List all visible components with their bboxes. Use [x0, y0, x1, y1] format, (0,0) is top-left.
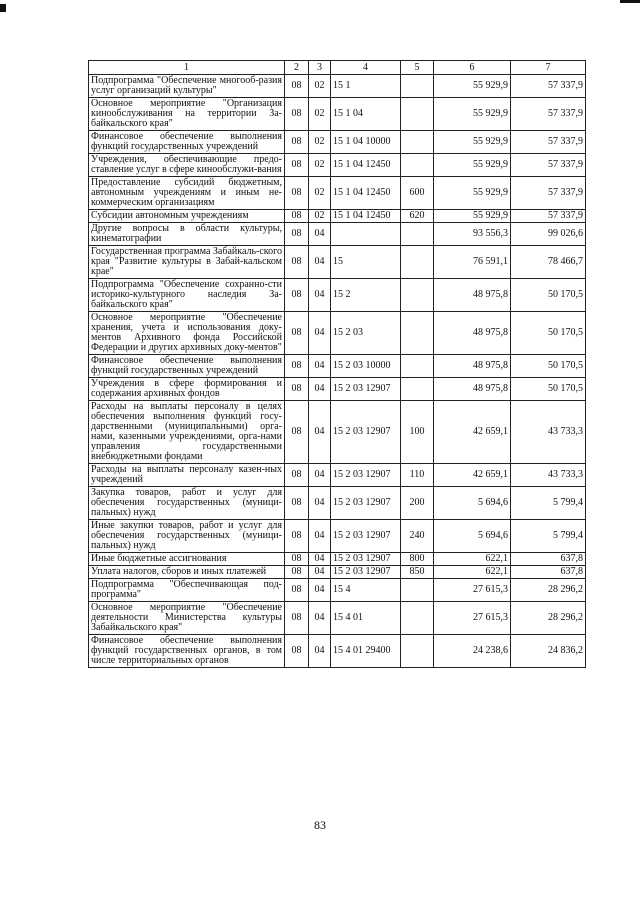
expense-name-cell: Основное мероприятие "Обеспечение хранения, учета и использования доку-ментов Архивного фонда Российской Федерации и других архивных доку-ментов": [89, 312, 285, 355]
amount-year2-cell: 5 799,4: [511, 520, 586, 553]
table-row: [89, 75, 586, 98]
section-code-cell: 08: [285, 246, 309, 279]
expense-type-cell: 600: [401, 177, 434, 210]
expense-name-cell: Субсидии автономным учреждениям: [89, 210, 285, 223]
amount-year1-cell: 42 659,1: [434, 464, 511, 487]
expense-type-cell: 850: [401, 566, 434, 579]
amount-year2-cell: 50 170,5: [511, 312, 586, 355]
table-row: [89, 553, 586, 566]
expense-type-cell: [401, 98, 434, 131]
target-article-cell: 15 2 03 12907: [331, 566, 401, 579]
subsection-code-cell: 04: [309, 355, 331, 378]
subsection-code-cell: 04: [309, 223, 331, 246]
header-cell: 7: [511, 61, 586, 75]
expense-name-cell: Расходы на выплаты персоналу казен-ных учреждений: [89, 464, 285, 487]
table-row: [89, 279, 586, 312]
table-row: [89, 566, 586, 579]
expense-name-cell: Закупка товаров, работ и услуг для обеспечения государственных (муници-пальных) нужд: [89, 487, 285, 520]
amount-year1-cell: 48 975,8: [434, 312, 511, 355]
table-row: [89, 210, 586, 223]
section-code-cell: 08: [285, 602, 309, 635]
amount-year1-cell: 622,1: [434, 566, 511, 579]
expense-type-cell: [401, 355, 434, 378]
amount-year1-cell: 76 591,1: [434, 246, 511, 279]
subsection-code-cell: 04: [309, 401, 331, 464]
expense-type-cell: 100: [401, 401, 434, 464]
expense-name-cell: Подпрограмма "Обеспечивающая под-программа": [89, 579, 285, 602]
target-article-cell: 15 1 04 12450: [331, 177, 401, 210]
header-cell: 6: [434, 61, 511, 75]
expense-name-cell: Финансовое обеспечение выполнения функций государственных учреждений: [89, 355, 285, 378]
amount-year2-cell: 637,8: [511, 566, 586, 579]
table-row: [89, 131, 586, 154]
subsection-code-cell: 04: [309, 246, 331, 279]
expense-type-cell: [401, 312, 434, 355]
subsection-code-cell: 04: [309, 602, 331, 635]
expense-type-cell: 240: [401, 520, 434, 553]
subsection-code-cell: 02: [309, 210, 331, 223]
subsection-code-cell: 04: [309, 312, 331, 355]
section-code-cell: 08: [285, 520, 309, 553]
target-article-cell: 15 2 03 12907: [331, 553, 401, 566]
amount-year2-cell: 57 337,9: [511, 131, 586, 154]
amount-year1-cell: 55 929,9: [434, 177, 511, 210]
target-article-cell: 15 2 03: [331, 312, 401, 355]
expense-name-cell: Основное мероприятие "Организация кинообслуживания на территории За-байкальского края": [89, 98, 285, 131]
expense-name-cell: Учреждения, обеспечивающие предо-ставление услуг в сфере кинообслужи-вания: [89, 154, 285, 177]
amount-year2-cell: 24 836,2: [511, 635, 586, 668]
page-number: 83: [314, 818, 326, 832]
expense-name-cell: Другие вопросы в области культуры, кинематографии: [89, 223, 285, 246]
section-code-cell: 08: [285, 177, 309, 210]
amount-year1-cell: 55 929,9: [434, 131, 511, 154]
subsection-code-cell: 02: [309, 98, 331, 131]
table-row: [89, 312, 586, 355]
amount-year2-cell: 50 170,5: [511, 279, 586, 312]
expense-name-cell: Подпрограмма "Обеспечение многооб-разия услуг организаций культуры": [89, 75, 285, 98]
amount-year2-cell: 50 170,5: [511, 378, 586, 401]
subsection-code-cell: 04: [309, 464, 331, 487]
expense-name-cell: Расходы на выплаты персоналу в целях обеспечения выполнения функций госу-дарственными (муниципальными) орга-нами, казенными учреждениями, орга-нами управления государственными внебюджетными фондами: [89, 401, 285, 464]
section-code-cell: 08: [285, 579, 309, 602]
target-article-cell: 15 2 03 12907: [331, 487, 401, 520]
subsection-code-cell: 04: [309, 566, 331, 579]
amount-year1-cell: 27 615,3: [434, 602, 511, 635]
subsection-code-cell: 04: [309, 279, 331, 312]
expense-type-cell: [401, 602, 434, 635]
section-code-cell: 08: [285, 566, 309, 579]
header-cell: 5: [401, 61, 434, 75]
amount-year2-cell: 99 026,6: [511, 223, 586, 246]
table-row: [89, 177, 586, 210]
expense-type-cell: [401, 378, 434, 401]
expense-name-cell: Уплата налогов, сборов и иных платежей: [89, 566, 285, 579]
budget-table: [88, 60, 586, 668]
section-code-cell: 08: [285, 464, 309, 487]
target-article-cell: 15 1 04: [331, 98, 401, 131]
subsection-code-cell: 04: [309, 487, 331, 520]
subsection-code-cell: 04: [309, 553, 331, 566]
expense-type-cell: [401, 223, 434, 246]
table-row: [89, 635, 586, 668]
expense-type-cell: 800: [401, 553, 434, 566]
amount-year2-cell: 78 466,7: [511, 246, 586, 279]
expense-name-cell: Финансовое обеспечение выполнения функций государственных учреждений: [89, 131, 285, 154]
subsection-code-cell: 04: [309, 635, 331, 668]
table-row: [89, 355, 586, 378]
table-row: [89, 579, 586, 602]
expense-name-cell: Иные бюджетные ассигнования: [89, 553, 285, 566]
subsection-code-cell: 02: [309, 131, 331, 154]
table-row: [89, 401, 586, 464]
section-code-cell: 08: [285, 75, 309, 98]
table-body: [89, 75, 586, 668]
section-code-cell: 08: [285, 154, 309, 177]
section-code-cell: 08: [285, 223, 309, 246]
expense-name-cell: Основное мероприятие "Обеспечение деятельности Министерства культуры Забайкальского края": [89, 602, 285, 635]
expense-type-cell: [401, 579, 434, 602]
section-code-cell: 08: [285, 401, 309, 464]
table-header-row: [89, 61, 586, 75]
subsection-code-cell: 02: [309, 177, 331, 210]
target-article-cell: 15 1 04 10000: [331, 131, 401, 154]
section-code-cell: 08: [285, 355, 309, 378]
expense-type-cell: [401, 635, 434, 668]
section-code-cell: 08: [285, 553, 309, 566]
amount-year2-cell: 43 733,3: [511, 464, 586, 487]
section-code-cell: 08: [285, 279, 309, 312]
amount-year2-cell: 57 337,9: [511, 154, 586, 177]
expense-type-cell: [401, 246, 434, 279]
subsection-code-cell: 02: [309, 75, 331, 98]
target-article-cell: 15 2 03 12907: [331, 520, 401, 553]
amount-year2-cell: 57 337,9: [511, 98, 586, 131]
table-row: [89, 487, 586, 520]
target-article-cell: [331, 223, 401, 246]
amount-year2-cell: 637,8: [511, 553, 586, 566]
expense-type-cell: 620: [401, 210, 434, 223]
amount-year2-cell: 57 337,9: [511, 177, 586, 210]
target-article-cell: 15 1 04 12450: [331, 154, 401, 177]
amount-year1-cell: 622,1: [434, 553, 511, 566]
amount-year2-cell: 5 799,4: [511, 487, 586, 520]
target-article-cell: 15 1: [331, 75, 401, 98]
amount-year1-cell: 48 975,8: [434, 355, 511, 378]
amount-year1-cell: 93 556,3: [434, 223, 511, 246]
amount-year2-cell: 50 170,5: [511, 355, 586, 378]
section-code-cell: 08: [285, 131, 309, 154]
header-cell: 4: [331, 61, 401, 75]
amount-year1-cell: 55 929,9: [434, 75, 511, 98]
scan-edge-line: [620, 0, 640, 3]
subsection-code-cell: 02: [309, 154, 331, 177]
expense-type-cell: [401, 75, 434, 98]
subsection-code-cell: 04: [309, 579, 331, 602]
table-row: [89, 520, 586, 553]
amount-year1-cell: 48 975,8: [434, 378, 511, 401]
expense-name-cell: Иные закупки товаров, работ и услуг для обеспечения государственных (муници-пальных) нужд: [89, 520, 285, 553]
amount-year2-cell: 57 337,9: [511, 75, 586, 98]
amount-year1-cell: 5 694,6: [434, 520, 511, 553]
target-article-cell: 15 4: [331, 579, 401, 602]
target-article-cell: 15 2: [331, 279, 401, 312]
table-row: [89, 154, 586, 177]
amount-year1-cell: 48 975,8: [434, 279, 511, 312]
target-article-cell: 15 2 03 12907: [331, 401, 401, 464]
amount-year1-cell: 55 929,9: [434, 98, 511, 131]
target-article-cell: 15 2 03 12907: [331, 378, 401, 401]
target-article-cell: 15 4 01 29400: [331, 635, 401, 668]
table-row: [89, 602, 586, 635]
amount-year2-cell: 28 296,2: [511, 579, 586, 602]
amount-year1-cell: 42 659,1: [434, 401, 511, 464]
target-article-cell: 15 2 03 10000: [331, 355, 401, 378]
expense-type-cell: 110: [401, 464, 434, 487]
section-code-cell: 08: [285, 98, 309, 131]
expense-type-cell: [401, 154, 434, 177]
scan-corner-mark: [0, 4, 6, 12]
expense-name-cell: Подпрограмма "Обеспечение сохранно-сти историко-культурного наследия За-байкальского края": [89, 279, 285, 312]
expense-type-cell: [401, 131, 434, 154]
subsection-code-cell: 04: [309, 520, 331, 553]
amount-year2-cell: 28 296,2: [511, 602, 586, 635]
expense-name-cell: Финансовое обеспечение выполнения функций государственных органов, в том числе территориальных органов: [89, 635, 285, 668]
section-code-cell: 08: [285, 312, 309, 355]
expense-type-cell: [401, 279, 434, 312]
amount-year1-cell: 55 929,9: [434, 154, 511, 177]
target-article-cell: 15 2 03 12907: [331, 464, 401, 487]
amount-year1-cell: 5 694,6: [434, 487, 511, 520]
subsection-code-cell: 04: [309, 378, 331, 401]
expense-type-cell: 200: [401, 487, 434, 520]
table-row: [89, 378, 586, 401]
section-code-cell: 08: [285, 378, 309, 401]
header-cell: 3: [309, 61, 331, 75]
table-row: [89, 246, 586, 279]
table-row: [89, 98, 586, 131]
amount-year1-cell: 24 238,6: [434, 635, 511, 668]
header-cell: 1: [89, 61, 285, 75]
expense-name-cell: Учреждения в сфере формирования и содержания архивных фондов: [89, 378, 285, 401]
amount-year1-cell: 55 929,9: [434, 210, 511, 223]
amount-year1-cell: 27 615,3: [434, 579, 511, 602]
target-article-cell: 15: [331, 246, 401, 279]
target-article-cell: 15 1 04 12450: [331, 210, 401, 223]
amount-year2-cell: 43 733,3: [511, 401, 586, 464]
section-code-cell: 08: [285, 635, 309, 668]
expense-name-cell: Предоставление субсидий бюджетным, автономным учреждениям и иным не-коммерческим организациям: [89, 177, 285, 210]
expense-name-cell: Государственная программа Забайкаль-ского края "Развитие культуры в Забай-кальском крае": [89, 246, 285, 279]
section-code-cell: 08: [285, 487, 309, 520]
amount-year2-cell: 57 337,9: [511, 210, 586, 223]
table-row: [89, 223, 586, 246]
table-row: [89, 464, 586, 487]
target-article-cell: 15 4 01: [331, 602, 401, 635]
header-cell: 2: [285, 61, 309, 75]
section-code-cell: 08: [285, 210, 309, 223]
